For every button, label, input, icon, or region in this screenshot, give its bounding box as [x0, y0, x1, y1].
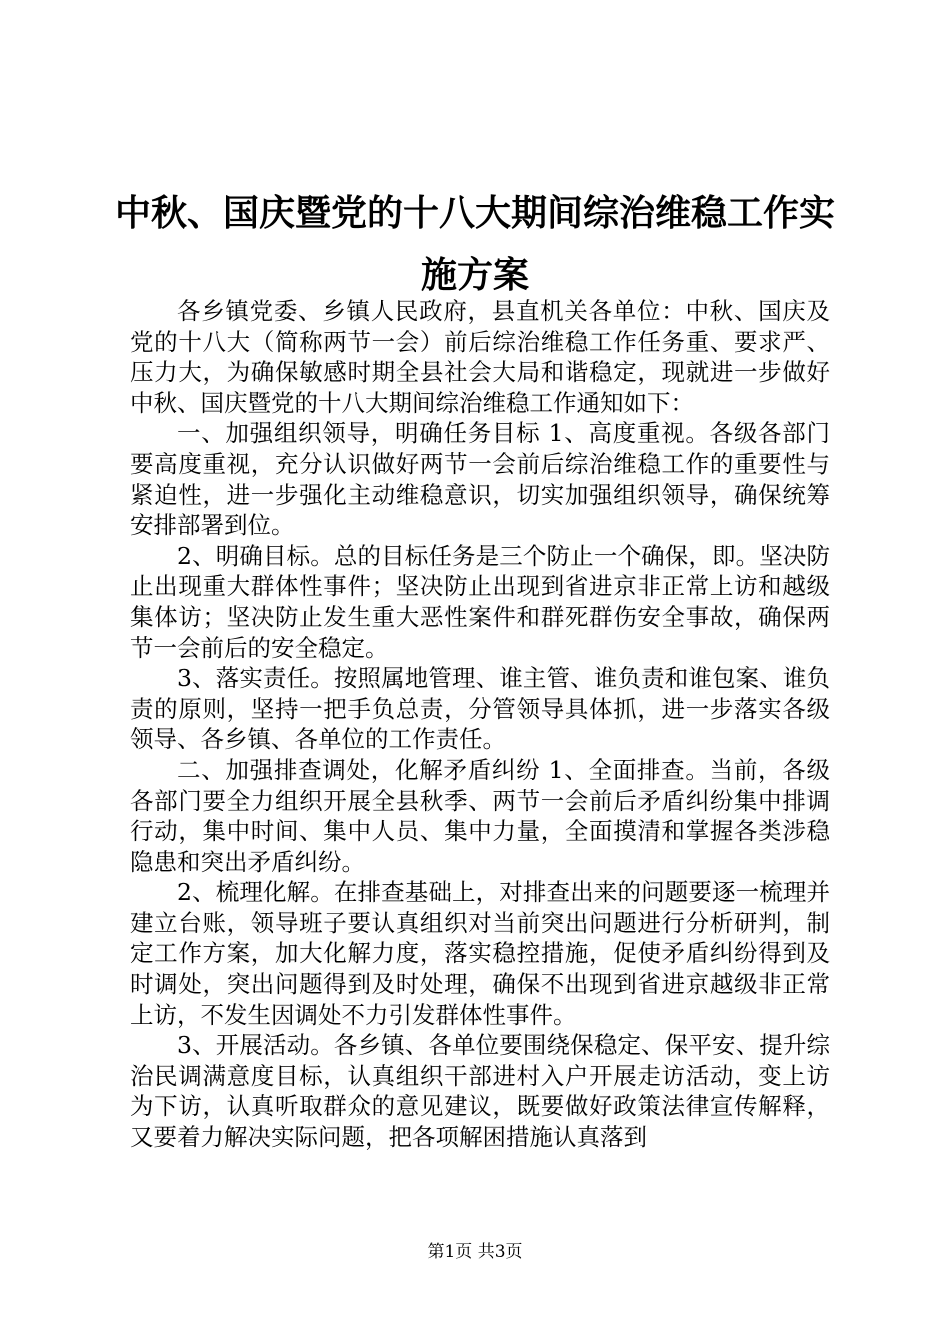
title-line-1: 中秋、国庆暨党的十八大期间综治维稳工作实 — [114, 192, 835, 234]
paragraph-item-2: 2、明确目标。总的目标任务是三个防止一个确保，即。坚决防止出现重大群体性事件；坚决防止出现到省进京非正常上访和越级集体访；坚决防止发生重大恶性案件和群死群伤安全事故，确保两节一会前后的安全稳定。 — [130, 541, 830, 662]
document-title — [100, 182, 850, 306]
title-line-2: 施方案 — [420, 254, 529, 296]
paragraph-section-1: 一、加强组织领导，明确任务目标 1、高度重视。各级各部门要高度重视，充分认识做好两节一会前后综治维稳工作的重要性与紧迫性，进一步强化主动维稳意识，切实加强组织领导，确保统筹安排部署到位。 — [130, 419, 830, 540]
paragraph-intro: 各乡镇党委、乡镇人民政府，县直机关各单位：中秋、国庆及党的十八大（简称两节一会）前后综治维稳工作任务重、要求严、压力大，为确保敏感时期全县社会大局和谐稳定，现就进一步做好中秋、国庆暨党的十八大期间综治维稳工作通知如下： — [130, 297, 830, 417]
paragraph-item-3b: 3、开展活动。各乡镇、各单位要围绕保稳定、保平安、提升综治民调满意度目标，认真组织干部进村入户开展走访活动，变上访为下访，认真听取群众的意见建议，既要做好政策法律宣传解释，又要着力解决实际问题，把各项解困措施认真落到 — [130, 1031, 830, 1152]
paragraph-section-2: 二、加强排查调处，化解矛盾纠纷 1、全面排查。当前，各级各部门要全力组织开展全县秋季、两节一会前后矛盾纠纷集中排调行动，集中时间、集中人员、集中力量，全面摸清和掌握各类涉稳隐患和突出矛盾纠纷。 — [130, 755, 830, 876]
page-footer: 第1页 共3页 — [427, 1242, 523, 1262]
paragraph-item-2b: 2、梳理化解。在排查基础上，对排查出来的问题要逐一梳理并建立台账，领导班子要认真组织对当前突出问题进行分析研判，制定工作方案，加大化解力度，落实稳控措施，促使矛盾纠纷得到及时调处，突出问题得到及时处理，确保不出现到省进京越级非正常上访，不发生因调处不力引发群体性事件。 — [130, 878, 830, 1029]
document-body — [130, 296, 830, 1153]
paragraph-item-3: 3、落实责任。按照属地管理、谁主管、谁负责和谁包案、谁负责的原则，坚持一把手负总责，分管领导具体抓，进一步落实各级领导、各乡镇、各单位的工作责任。 — [130, 664, 830, 754]
